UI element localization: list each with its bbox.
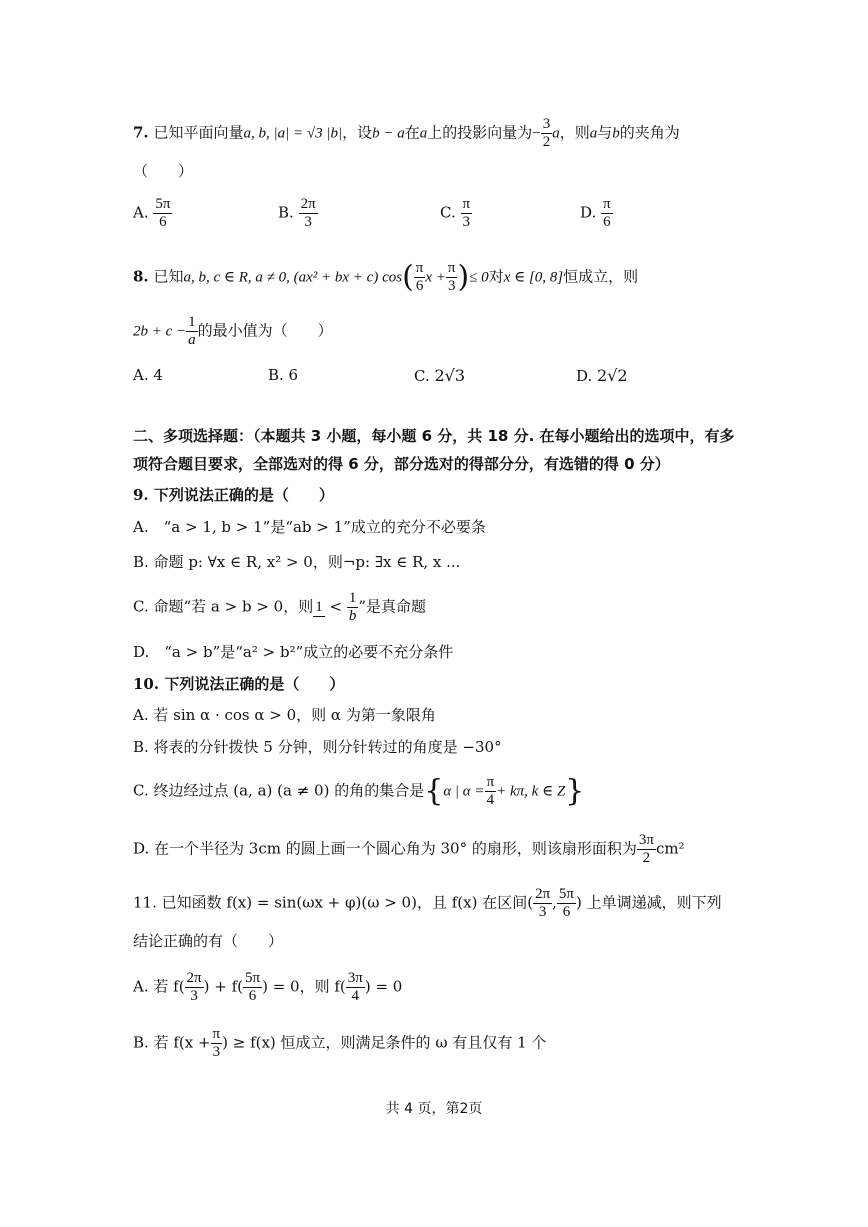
q10-option-b: B. 将表的分针拨快 5 分钟，则分针转过的角度是 −30° <box>133 738 502 756</box>
q9-stem: 9. 下列说法正确的是（ ） <box>133 486 334 504</box>
q9-option-c: C. 命题“若 a > b > 0，则 1 < $\frac{1}{b}$ ”是真命题 <box>133 590 426 624</box>
q7-math: b <box>612 125 620 142</box>
q7-text: ，则 <box>559 123 590 142</box>
q11-option-a: A. 若 f( $\frac{2\pi}{3}$ ) + f( $\frac{5\pi}{6}$ ) = 0，则 f( $\frac{3\pi}{4}$ ) = 0 <box>133 970 403 1004</box>
q8-line2: 2b + c − $\frac{1}{a}$ 的最小值为（ ） <box>133 314 333 348</box>
q7-option-d: D. $\frac{\pi}{6}$ <box>580 196 611 230</box>
q7-text: 已知平面向量 <box>153 123 244 142</box>
q8-option-a: A. 4 <box>133 366 163 384</box>
q7-text: 的夹角为 <box>619 123 680 142</box>
q7-option-a: A. $\frac{5\pi}{6}$ <box>133 196 171 230</box>
q9-option-a: A. “a > 1, b > 1”是“ab > 1”成立的充分不必要条 <box>133 518 486 536</box>
q11-line2: 结论正确的有（ ） <box>133 932 284 950</box>
q8-number: 8. <box>133 267 149 286</box>
q10-option-a: A. 若 sin α · cos α > 0，则 α 为第一象限角 <box>133 706 436 724</box>
q11-line1: 11. 已知函数 f(x) = sin(ωx + φ)(ω > 0)，且 f(x) 在区间( $\frac{2\pi}{3}$ , $\frac{5\pi}{6}$ ) 上单调递减，则下列 <box>133 886 722 920</box>
page-footer: 共 4 页，第2页 <box>385 1101 483 1117</box>
q8-math: x + <box>425 269 446 286</box>
q10-stem: 10. 下列说法正确的是（ ） <box>133 675 345 693</box>
q7-math: a <box>552 125 560 142</box>
q7-fraction: $\frac{3}{2}$ <box>542 116 551 150</box>
q8-text: 已知 <box>153 267 184 286</box>
section2-heading-line1: 二、多项选择题：（本题共 3 小题，每小题 6 分，共 18 分. 在每小题给出的选项中，有多 <box>133 427 735 445</box>
q8-option-b: B. 6 <box>268 366 299 384</box>
q9-option-b: B. 命题 p: ∀x ∈ R, x² > 0，则¬p: ∃x ∈ R, x ... <box>133 553 461 571</box>
q7-text: ，设 <box>342 123 373 142</box>
q9-option-d: D. “a > b”是“a² > b²”成立的必要不充分条件 <box>133 643 454 661</box>
q8-option-d: D. 2√2 <box>576 366 628 385</box>
q7-number: 7. <box>133 123 149 142</box>
q7-option-c: C. $\frac{\pi}{3}$ <box>440 196 471 230</box>
section2-heading-line2: 项符合题目要求，全部选对的得 6 分，部分选对的得部分分，有选错的得 0 分） <box>133 455 670 473</box>
q8-math: a, b, c ∈ R, a ≠ 0, (ax² + bx + c) cos <box>183 269 403 286</box>
q7-math: a <box>589 125 598 142</box>
q10-option-d: D. 在一个半径为 3cm 的圆上画一个圆心角为 30° 的扇形，则该扇形面积为 $\frac{3\pi}{2}$ cm² <box>133 832 685 866</box>
q8-math: x ∈ [0, 8] <box>503 269 564 286</box>
q7-math: a, b, |a| = √3 |b| <box>243 125 343 142</box>
q8-math: 2b + c − <box>133 323 187 340</box>
q8-option-c: C. 2√3 <box>414 366 466 385</box>
q7-math: b − a <box>372 125 405 142</box>
q7-option-b: B. $\frac{2\pi}{3}$ <box>278 196 316 230</box>
q8-line1: 8. 已知a, b, c ∈ R, a ≠ 0, (ax² + bx + c) cos( $\frac{\pi}{6}$ x + $\frac{\pi}{3}$ )≤ 0对x ∈ [0, 8]恒成立，则 <box>133 259 639 295</box>
q7-paren: （ ） <box>133 162 194 180</box>
q7-text: 与 <box>597 123 613 142</box>
q7-math: a <box>419 125 428 142</box>
q8-text: 恒成立，则 <box>563 267 639 286</box>
q8-math: ≤ 0 <box>469 269 489 286</box>
q7-text: 上的投影向量为 <box>427 123 533 142</box>
q11-option-b: B. 若 f(x + $\frac{\pi}{3}$ ) ≥ f(x) 恒成立，则满足条件的 ω 有且仅有 1 个 <box>133 1026 547 1060</box>
q7-text: 在 <box>404 123 420 142</box>
q10-option-c: C. 终边经过点 (a, a) (a ≠ 0) 的角的集合是{α | α = $\frac{\pi}{4}$ + kπ, k ∈ Z} <box>133 773 585 809</box>
q8-text: 对 <box>488 267 504 286</box>
q7-line1: 7. 已知平面向量a, b, |a| = √3 |b|，设b − a在a上的投影向量为− $\frac{3}{2}$ a，则a与b的夹角为 <box>133 116 680 150</box>
q8-text: 的最小值为（ ） <box>197 321 333 340</box>
